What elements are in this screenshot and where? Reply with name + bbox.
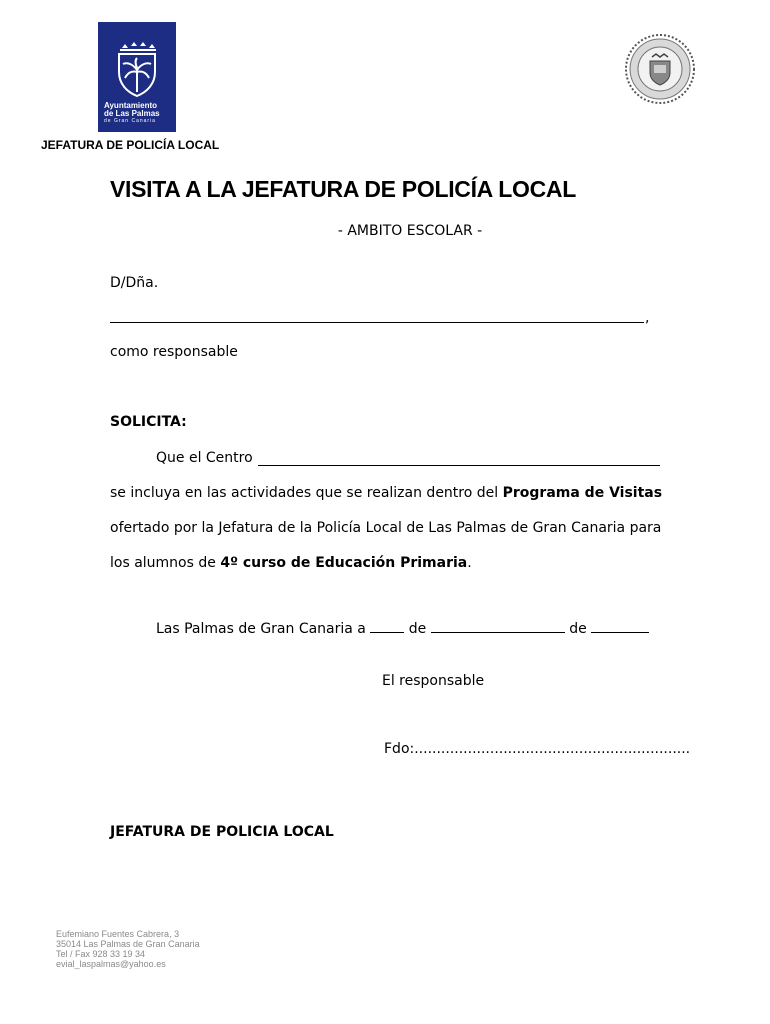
date-prefix: Las Palmas de Gran Canaria a	[156, 621, 366, 637]
closing-department: JEFATURA DE POLICIA LOCAL	[110, 824, 334, 840]
logo-line-2: de Las Palmas	[104, 109, 160, 118]
month-field[interactable]	[431, 632, 565, 633]
page-title: VISITA A LA JEFATURA DE POLICÍA LOCAL	[110, 176, 576, 202]
palm-crest-icon	[98, 22, 176, 102]
comma: ,	[645, 310, 650, 326]
footer-name: Eufemiano Fuentes Cabrera, 3	[56, 929, 180, 939]
signature-line[interactable]: Fdo:..............................................................	[384, 741, 691, 757]
salutation: D/Dña.	[110, 275, 159, 291]
date-de-2: de	[569, 621, 587, 637]
para3-suffix: .	[467, 555, 472, 571]
footer-email: evial_laspalmas@yahoo.es	[56, 959, 166, 969]
footer-address-line: 35014 Las Palmas de Gran Canaria	[56, 939, 200, 949]
logo-text	[104, 102, 174, 125]
department-header: JEFATURA DE POLICÍA LOCAL	[41, 138, 220, 152]
para3-prefix: los alumnos de	[110, 555, 216, 571]
as-responsible-text: como responsable	[110, 344, 238, 360]
year-field[interactable]	[591, 632, 649, 633]
footer-address	[56, 929, 200, 969]
day-field[interactable]	[370, 632, 404, 633]
date-line	[156, 621, 649, 637]
centre-label: Que el Centro	[156, 450, 253, 466]
page-subtitle: - AMBITO ESCOLAR -	[337, 223, 483, 239]
date-de-1: de	[408, 621, 427, 637]
course-name: 4º curso de Educación Primaria	[220, 555, 468, 571]
logo-line-3: de Gran Canaria	[104, 118, 156, 124]
programme-name: Programa de Visitas	[502, 485, 663, 501]
footer-phone: Tel / Fax 928 33 19 34	[56, 949, 146, 959]
municipal-logo	[98, 22, 176, 132]
name-field-line[interactable]	[110, 322, 644, 323]
centre-field-line[interactable]	[258, 465, 660, 466]
paragraph-line-3	[110, 555, 472, 571]
paragraph-line-1	[110, 485, 663, 501]
police-seal-icon	[624, 33, 696, 105]
request-heading: SOLICITA:	[110, 414, 187, 430]
para1-text: se incluya en las actividades que se realizan dentro del	[110, 485, 499, 501]
paragraph-line-2: ofertado por la Jefatura de la Policía Local de Las Palmas de Gran Canaria para	[110, 520, 662, 536]
logo-line-1: Ayuntamiento	[104, 101, 158, 110]
signer-label: El responsable	[382, 673, 485, 689]
